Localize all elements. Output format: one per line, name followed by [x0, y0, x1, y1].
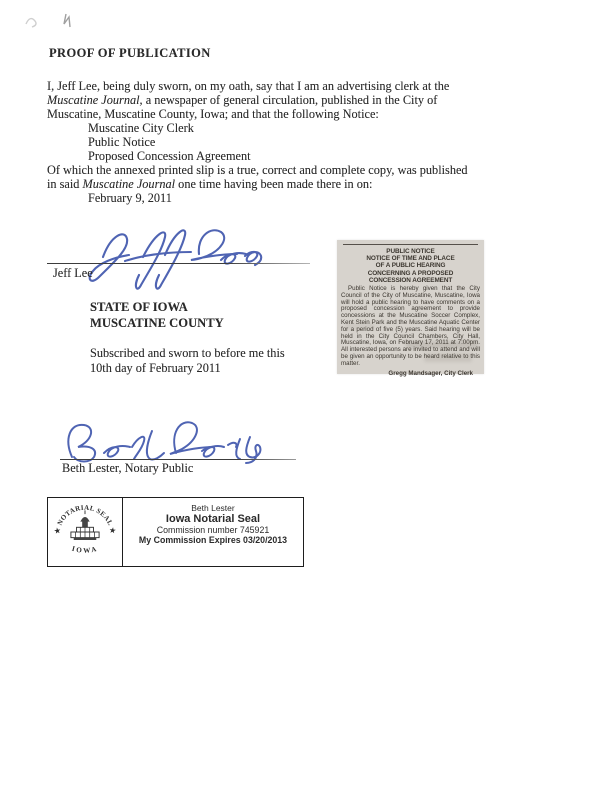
affidavit-text: a newspaper of general circulation, published in the City of — [142, 93, 438, 107]
pen-mark-icon — [20, 8, 80, 36]
ink-bleed-mark — [406, 341, 478, 349]
notice-title-line: Public Notice — [88, 135, 156, 149]
jurat-line: Subscribed and sworn to before me this — [90, 346, 285, 360]
seal-arc-text: ★ NOTARIAL SEAL ★ — [53, 503, 117, 535]
clipping-top-rule — [343, 244, 478, 245]
commission-number: Commission number 745921 — [156, 525, 270, 535]
clipping-body: Public Notice is hereby given that the City Council of the City of Muscatine, Muscatine, Iowa will hold a public hearing to have comments on a proposed concession agreement to provide concessions at the Muscatine Soccer Complex, Kent Stein Park and the Muscatine Aquatic Center for a period of five (5) years. Said hearing will be held in the City Council Chambers, City Hall, Muscatine, Iowa, on February 17, 2011 at 7:00pm. All interested persons are invited to attend and will be given an opportunity to be heard relative to this matter. — [341, 285, 480, 367]
publication-date: February 9, 2011 — [88, 191, 172, 205]
seal-title: Iowa Notarial Seal — [165, 513, 261, 525]
county-line: MUSCATINE COUNTY — [90, 315, 224, 330]
clipping-header-line: PUBLIC NOTICE — [386, 248, 435, 255]
affidavit-line — [47, 163, 547, 177]
signature-line — [47, 263, 310, 264]
newspaper-name-italic: Muscatine Journal — [82, 177, 176, 191]
seal-bottom-text: IOWA — [71, 544, 99, 555]
notice-title-line: Proposed Concession Agreement — [88, 149, 251, 163]
signer-name-label: Jeff Lee — [53, 266, 93, 280]
clipping-header-line: NOTICE OF TIME AND PLACE — [366, 255, 455, 263]
affidavit-text: Muscatine, Muscatine County, Iowa; and that the following Notice: — [47, 107, 379, 121]
ink-bleed-mark — [345, 323, 375, 330]
signature-jeff-lee — [85, 225, 265, 295]
capitol-building-icon — [71, 510, 99, 540]
svg-text:IOWA — [71, 545, 99, 555]
affidavit-line — [47, 79, 547, 93]
notarial-seal-stamp-icon — [52, 501, 118, 563]
affidavit-line — [47, 93, 547, 107]
ink-bleed-mark — [424, 353, 472, 362]
clipping-header-line: CONCESSION AGREEMENT — [368, 276, 453, 284]
page-title: PROOF OF PUBLICATION — [49, 46, 211, 60]
seal-stamp-cell — [48, 498, 123, 566]
newspaper-name-italic: Muscatine Journal, — [47, 93, 143, 107]
newspaper-clipping — [337, 240, 484, 377]
jurat-block — [90, 346, 285, 375]
notary-name-label: Beth Lester, Notary Public — [62, 461, 194, 475]
state-line: STATE OF IOWA — [90, 300, 188, 314]
clipping-header-line: OF A PUBLIC HEARING — [375, 262, 446, 270]
affidavit-paragraph — [47, 79, 547, 205]
notary-name: Beth Lester — [191, 503, 235, 513]
notice-title-line: Muscatine City Clerk — [88, 121, 194, 135]
affidavit-text: I, Jeff Lee, being duly sworn, on my oath, say that I am an advertising clerk at the — [47, 79, 450, 93]
clipping-attribution: Gregg Mandsager, City Clerk — [388, 369, 473, 377]
seal-text-cell — [123, 498, 303, 566]
signature-line — [60, 459, 296, 460]
commission-expiry: My Commission Expires 03/20/2013 — [138, 535, 288, 545]
affidavit-text: Of which the annexed printed slip is a true, correct and complete copy, was published — [47, 163, 468, 177]
clipping-header-line: CONCERNING A PROPOSED — [367, 269, 454, 277]
affidavit-line — [47, 177, 547, 191]
jurat-line: 10th day of February 2011 — [90, 360, 221, 375]
notary-seal-box — [47, 497, 304, 567]
affidavit-text: one time having been made there in on: — [175, 177, 373, 191]
venue-block — [90, 300, 224, 331]
affidavit-line — [47, 107, 547, 121]
affidavit-text: in said — [47, 177, 83, 191]
